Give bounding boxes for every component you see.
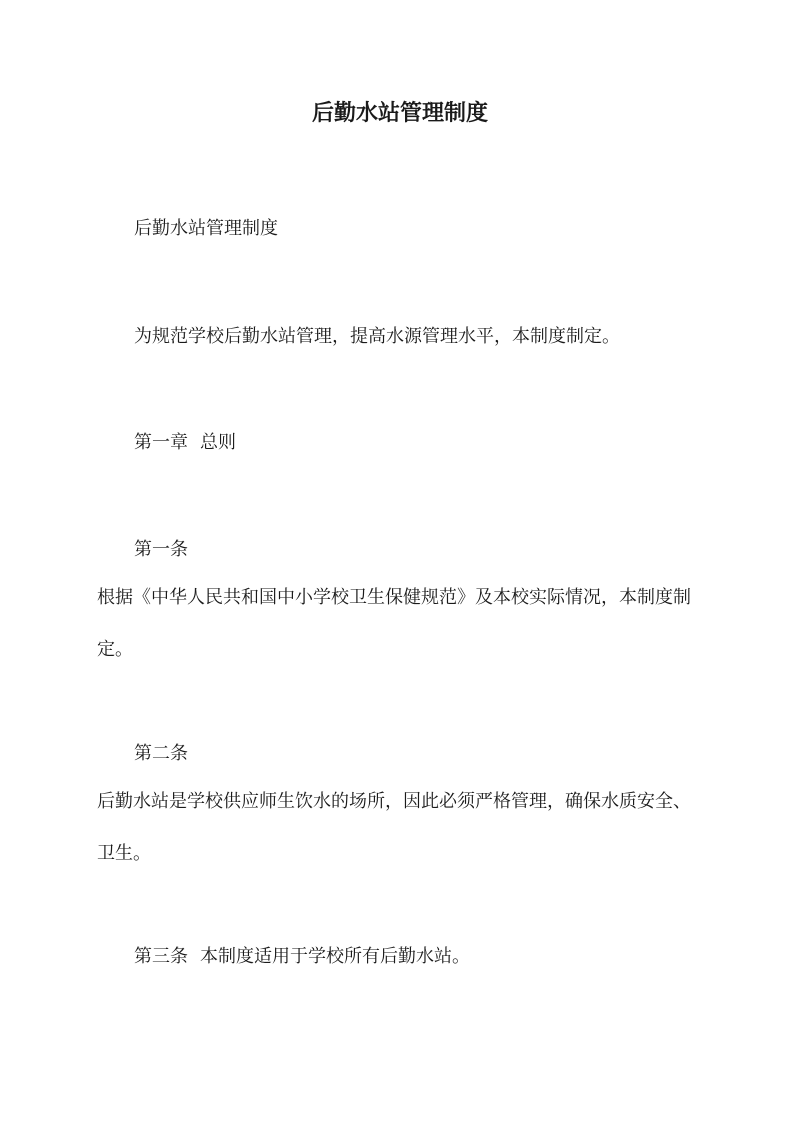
- intro-paragraph: 为规范学校后勤水站管理，提高水源管理水平，本制度制定。: [134, 326, 620, 347]
- document-subtitle: 后勤水站管理制度: [134, 218, 278, 239]
- document-title: 后勤水站管理制度: [311, 100, 488, 126]
- article-1-label: 第一条: [134, 539, 188, 560]
- article-3-line: [134, 944, 470, 970]
- chapter-1-name: 总则: [200, 432, 236, 453]
- article-2-label: 第二条: [134, 743, 188, 764]
- chapter-1-heading: [134, 430, 236, 456]
- article-2-body: 后勤水站是学校供应师生饮水的场所，因此必须严格管理，确保水质安全、卫生。: [97, 791, 691, 864]
- chapter-1-label: 第一章: [134, 432, 188, 453]
- article-1-body: 根据《中华人民共和国中小学校卫生保健规范》及本校实际情况，本制度制定。: [97, 587, 691, 660]
- article-3-label: 第三条: [134, 946, 188, 967]
- article-3-body: 本制度适用于学校所有后勤水站。: [200, 946, 470, 967]
